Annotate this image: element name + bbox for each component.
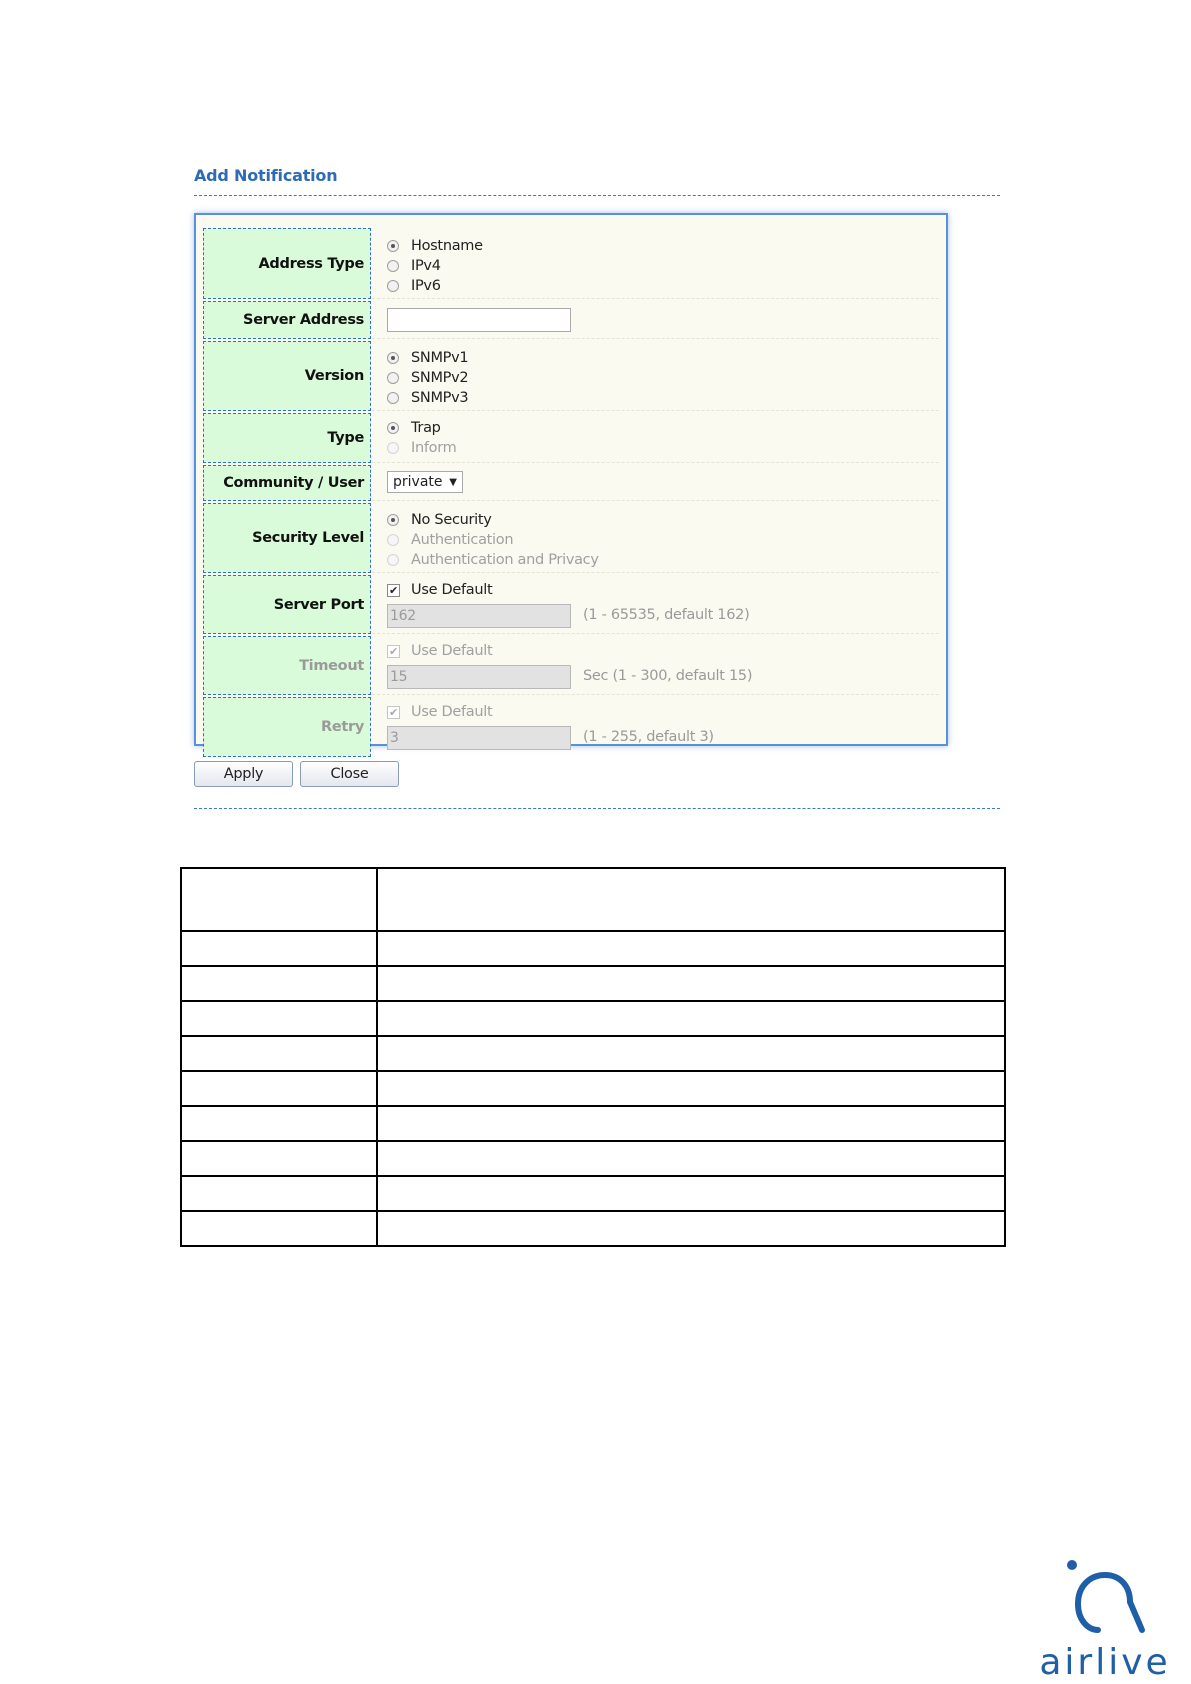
server-address-row <box>203 301 939 339</box>
type-trap-radio[interactable]: Trap <box>387 419 441 437</box>
retry-row <box>203 697 939 757</box>
security-auth-privacy-radio[interactable]: Authentication and Privacy <box>387 551 599 569</box>
airlive-logo <box>1030 1556 1180 1681</box>
radio-icon <box>387 260 399 272</box>
address-type-options <box>372 228 939 299</box>
timeout-row <box>203 636 939 695</box>
page-title: Add Notification <box>194 166 338 185</box>
table-row <box>181 1211 1005 1246</box>
server-port-row <box>203 575 939 634</box>
table-row <box>181 1001 1005 1036</box>
timeout-input[interactable]: 15 <box>387 665 571 689</box>
table-row <box>181 931 1005 966</box>
address-type-ipv4-radio[interactable]: IPv4 <box>387 257 441 275</box>
close-button[interactable]: Close <box>300 761 399 787</box>
server-address-label: Server Address <box>203 301 371 339</box>
server-address-input[interactable] <box>387 308 571 332</box>
type-row <box>203 413 939 463</box>
version-label: Version <box>203 341 371 411</box>
timeout-use-default-checkbox[interactable]: ✔ Use Default <box>387 642 492 660</box>
timeout-hint: Sec (1 - 300, default 15) <box>583 668 753 684</box>
server-port-input[interactable]: 162 <box>387 604 571 628</box>
type-label: Type <box>203 413 371 463</box>
security-authentication-radio[interactable]: Authentication <box>387 531 513 549</box>
notification-form-panel <box>194 213 948 746</box>
radio-icon <box>387 442 399 454</box>
radio-selected-icon <box>387 422 399 434</box>
logo-dot <box>1067 1560 1077 1570</box>
logo-mark <box>1078 1575 1142 1630</box>
radio-icon <box>387 372 399 384</box>
checkbox-checked-icon: ✔ <box>387 706 400 719</box>
version-snmpv1-radio[interactable]: SNMPv1 <box>387 349 468 367</box>
table-row <box>181 966 1005 1001</box>
security-level-label: Security Level <box>203 503 371 573</box>
server-port-use-default-checkbox[interactable]: ✔ Use Default <box>387 581 492 599</box>
community-label: Community / User <box>203 465 371 501</box>
address-type-ipv6-radio[interactable]: IPv6 <box>387 277 441 295</box>
security-level-row <box>203 503 939 573</box>
server-port-label: Server Port <box>203 575 371 634</box>
table-row <box>181 1141 1005 1176</box>
retry-hint: (1 - 255, default 3) <box>583 729 714 745</box>
version-row <box>203 341 939 411</box>
timeout-label: Timeout <box>203 636 371 695</box>
retry-label: Retry <box>203 697 371 757</box>
table-row <box>181 1176 1005 1211</box>
dropdown-arrow-icon: ▼ <box>449 476 457 488</box>
community-row <box>203 465 939 501</box>
version-snmpv2-radio[interactable]: SNMPv2 <box>387 369 468 387</box>
address-type-label: Address Type <box>203 228 371 299</box>
community-select[interactable]: private ▼ <box>387 471 463 493</box>
type-inform-radio[interactable]: Inform <box>387 439 456 457</box>
radio-icon <box>387 392 399 404</box>
radio-icon <box>387 534 399 546</box>
retry-input[interactable]: 3 <box>387 726 571 750</box>
logo-text: airlive <box>1039 1642 1171 1681</box>
retry-use-default-checkbox[interactable]: ✔ Use Default <box>387 703 492 721</box>
checkbox-checked-icon: ✔ <box>387 645 400 658</box>
radio-selected-icon <box>387 352 399 364</box>
radio-icon <box>387 280 399 292</box>
address-type-row <box>203 228 939 299</box>
radio-icon <box>387 554 399 566</box>
description-table <box>180 867 1006 1247</box>
checkbox-checked-icon: ✔ <box>387 584 400 597</box>
address-type-hostname-radio[interactable]: Hostname <box>387 237 483 255</box>
radio-selected-icon <box>387 514 399 526</box>
table-row <box>181 1106 1005 1141</box>
footer-divider <box>194 808 1000 809</box>
version-snmpv3-radio[interactable]: SNMPv3 <box>387 389 468 407</box>
security-no-security-radio[interactable]: No Security <box>387 511 492 529</box>
table-row <box>181 1036 1005 1071</box>
apply-button[interactable]: Apply <box>194 761 293 787</box>
server-port-hint: (1 - 65535, default 162) <box>583 607 750 623</box>
title-divider <box>194 195 1000 196</box>
radio-selected-icon <box>387 240 399 252</box>
table-header-row <box>181 868 1005 931</box>
table-row <box>181 1071 1005 1106</box>
